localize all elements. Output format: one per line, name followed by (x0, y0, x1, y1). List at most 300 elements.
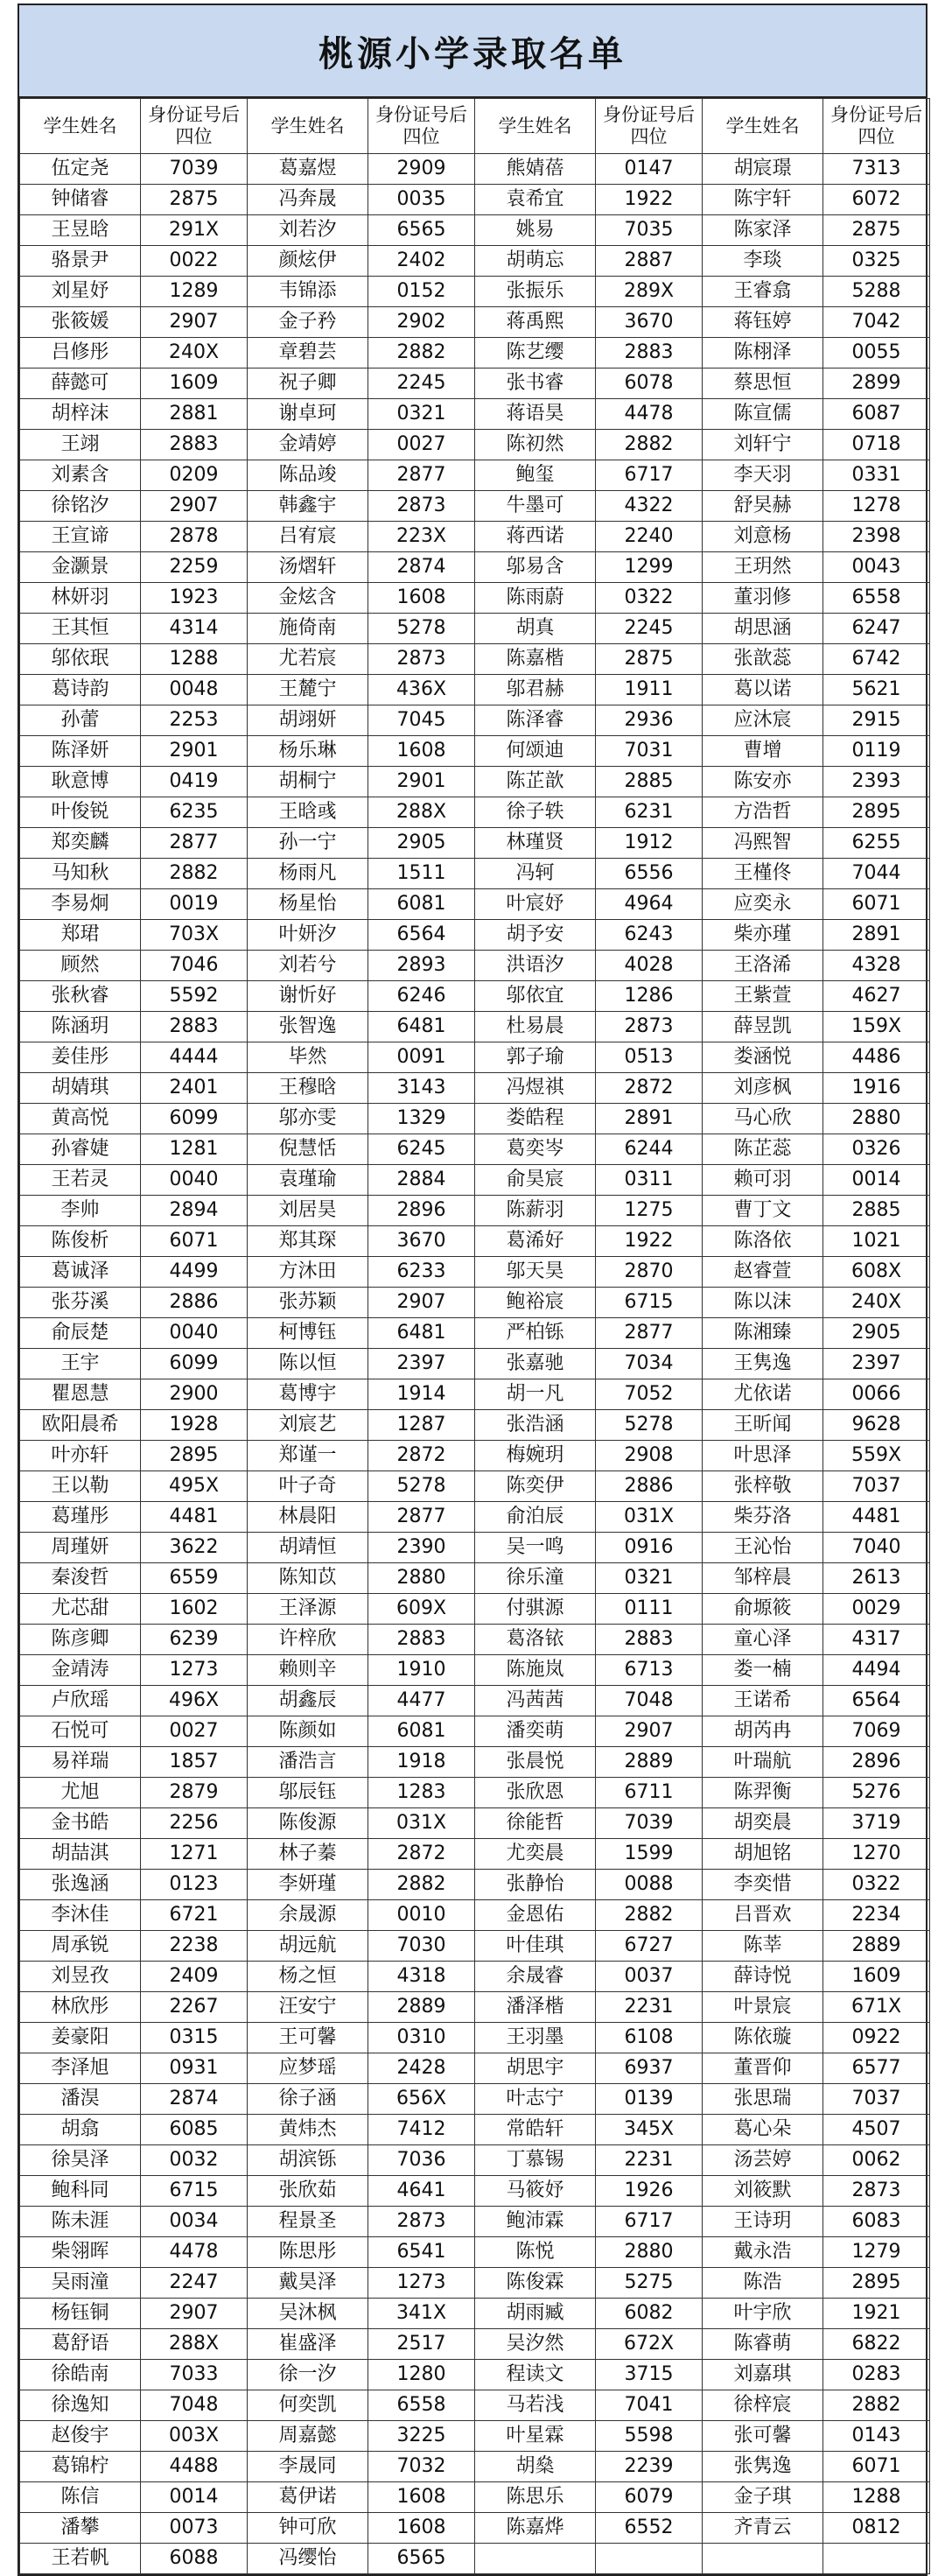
id-last4-cell: 1922 (596, 185, 703, 215)
table-row (20, 1839, 930, 1870)
student-name-cell: 王若帆 (20, 2544, 141, 2574)
student-name-cell: 叶志宁 (475, 2084, 596, 2115)
list-title: 桃源小学录取名单 (19, 5, 926, 98)
student-name-cell: 吴一鸣 (475, 1533, 596, 1563)
student-name-cell: 顾然 (20, 951, 141, 981)
id-last4-cell: 6742 (823, 644, 930, 675)
student-name-cell: 陈悦 (475, 2237, 596, 2268)
id-last4-cell: 0123 (141, 1870, 248, 1900)
student-name-cell: 葛奕岑 (475, 1134, 596, 1165)
id-last4-cell: 0119 (823, 736, 930, 767)
id-last4-cell: 2882 (596, 1900, 703, 1931)
id-last4-cell: 2907 (141, 2299, 248, 2329)
table-row (20, 2207, 930, 2237)
id-last4-cell: 7042 (823, 307, 930, 338)
id-last4-cell: 2883 (596, 338, 703, 369)
table-row (20, 1257, 930, 1288)
id-last4-cell: 2879 (141, 1778, 248, 1808)
student-name-cell: 叶亦轩 (20, 1441, 141, 1471)
student-name-cell: 王翊 (20, 430, 141, 460)
id-last4-cell: 0922 (823, 2023, 930, 2053)
table-row (20, 1962, 930, 1992)
student-name-cell: 李奕惜 (703, 1870, 823, 1900)
id-last4-cell: 2907 (368, 1288, 475, 1318)
student-name-cell: 张歆蕊 (703, 644, 823, 675)
student-name-cell: 胡燊 (475, 2452, 596, 2482)
student-name-cell: 陈以恒 (248, 1349, 368, 1379)
id-last4-cell: 5598 (596, 2421, 703, 2452)
id-last4-cell: 4314 (141, 614, 248, 644)
student-name-cell: 崔盛泽 (248, 2329, 368, 2360)
id-last4-cell: 1275 (596, 1196, 703, 1226)
student-name-cell: 胡远航 (248, 1931, 368, 1962)
student-name-cell: 叶景宸 (703, 1992, 823, 2023)
id-last4-cell: 0322 (596, 583, 703, 614)
id-last4-cell: 2889 (823, 1931, 930, 1962)
id-last4-cell: 2231 (596, 2145, 703, 2176)
student-name-cell: 陈思乐 (475, 2482, 596, 2513)
id-last4-cell: 2872 (596, 1073, 703, 1104)
id-last4-cell: 7039 (596, 1808, 703, 1839)
table-row (20, 522, 930, 552)
table-row (20, 185, 930, 215)
student-name-cell: 金恩佑 (475, 1900, 596, 1931)
table-row (20, 491, 930, 522)
id-last4-cell: 0152 (368, 277, 475, 307)
student-name-cell: 方浩哲 (703, 797, 823, 828)
id-last4-cell: 2428 (368, 2053, 475, 2084)
id-last4-cell: 436X (368, 675, 475, 705)
table-row (20, 1042, 930, 1073)
student-name-cell: 陈施岚 (475, 1655, 596, 1686)
student-name-cell: 叶宸妤 (475, 889, 596, 920)
id-last4-cell: 7036 (368, 2145, 475, 2176)
id-last4-cell: 2875 (596, 644, 703, 675)
id-last4-cell: 6083 (823, 2207, 930, 2237)
table-row (20, 1410, 930, 1441)
id-last4-cell: 2915 (823, 705, 930, 736)
table-row (20, 1870, 930, 1900)
id-last4-cell: 2245 (596, 614, 703, 644)
student-name-cell: 葛心朵 (703, 2115, 823, 2145)
table-row (20, 583, 930, 614)
student-name-cell: 祝子卿 (248, 369, 368, 399)
student-name-cell: 程景圣 (248, 2207, 368, 2237)
student-name-cell: 曹增 (703, 736, 823, 767)
student-name-cell: 葛浠好 (475, 1226, 596, 1257)
table-row (20, 1226, 930, 1257)
student-name-cell: 张秋睿 (20, 981, 141, 1012)
header-id-last4: 身份证号后四位 (141, 99, 248, 154)
student-name-cell: 娄皓程 (475, 1104, 596, 1134)
id-last4-cell: 6243 (596, 920, 703, 951)
id-last4-cell: 2900 (141, 1379, 248, 1410)
header-student-name: 学生姓名 (248, 99, 368, 154)
student-name-cell: 梅婉玥 (475, 1441, 596, 1471)
table-row (20, 154, 930, 185)
id-last4-cell: 2878 (141, 522, 248, 552)
student-name-cell: 汪安宁 (248, 1992, 368, 2023)
student-name-cell: 陈宣儒 (703, 399, 823, 430)
student-name-cell: 秦浚哲 (20, 1563, 141, 1594)
student-name-cell: 金子矜 (248, 307, 368, 338)
id-last4-cell: 3622 (141, 1533, 248, 1563)
student-name-cell: 郑珺 (20, 920, 141, 951)
id-last4-cell: 5288 (823, 277, 930, 307)
student-name-cell: 陈涵玥 (20, 1012, 141, 1042)
student-name-cell: 杜易晨 (475, 1012, 596, 1042)
student-name-cell: 丁慕锡 (475, 2145, 596, 2176)
id-last4-cell: 6072 (823, 185, 930, 215)
student-name-cell: 舒旲赫 (703, 491, 823, 522)
id-last4-cell: 2891 (596, 1104, 703, 1134)
student-name-cell: 颜炫伊 (248, 246, 368, 277)
student-name-cell: 林瑾贤 (475, 828, 596, 859)
id-last4-cell: 0931 (141, 2053, 248, 2084)
table-row (20, 2053, 930, 2084)
id-last4-cell: 2877 (368, 460, 475, 491)
id-last4-cell: 7033 (141, 2360, 248, 2390)
table-row (20, 1288, 930, 1318)
student-name-cell: 吕晋欢 (703, 1900, 823, 1931)
student-name-cell: 郑谨一 (248, 1441, 368, 1471)
student-name-cell: 娄一楠 (703, 1655, 823, 1686)
student-name-cell: 张筱媛 (20, 307, 141, 338)
student-name-cell: 邹梓晨 (703, 1563, 823, 1594)
id-last4-cell: 6245 (368, 1134, 475, 1165)
id-last4-cell: 7041 (596, 2390, 703, 2421)
student-name-cell: 张思瑞 (703, 2084, 823, 2115)
id-last4-cell: 2891 (823, 920, 930, 951)
table-row (20, 246, 930, 277)
student-name-cell: 刘彦枫 (703, 1073, 823, 1104)
student-name-cell: 刘轩宁 (703, 430, 823, 460)
student-name-cell: 钟储睿 (20, 185, 141, 215)
id-last4-cell: 6231 (596, 797, 703, 828)
student-name-cell: 应梦瑶 (248, 2053, 368, 2084)
student-name-cell: 王晗彧 (248, 797, 368, 828)
student-name-cell: 徐昊泽 (20, 2145, 141, 2176)
id-last4-cell: 3719 (823, 1808, 930, 1839)
student-name-cell: 马筱妤 (475, 2176, 596, 2207)
student-name-cell: 陈信 (20, 2482, 141, 2513)
student-name-cell: 鲍沛霖 (475, 2207, 596, 2237)
student-name-cell: 戴永浩 (703, 2237, 823, 2268)
student-name-cell: 胡思涵 (703, 614, 823, 644)
student-name-cell: 常皓轩 (475, 2115, 596, 2145)
table-row (20, 797, 930, 828)
table-row (20, 2513, 930, 2544)
student-name-cell: 程读文 (475, 2360, 596, 2390)
table-row (20, 430, 930, 460)
id-last4-cell: 0088 (596, 1870, 703, 1900)
student-name-cell: 蔡思恒 (703, 369, 823, 399)
student-name-cell: 欧阳晨希 (20, 1410, 141, 1441)
id-last4-cell: 0321 (368, 399, 475, 430)
student-name-cell: 吴雨潼 (20, 2268, 141, 2299)
student-name-cell: 黄高悦 (20, 1104, 141, 1134)
student-name-cell: 刘筱默 (703, 2176, 823, 2207)
id-last4-cell: 2877 (368, 1502, 475, 1533)
id-last4-cell: 6717 (596, 460, 703, 491)
id-last4-cell: 0812 (823, 2513, 930, 2544)
id-last4-cell: 2874 (141, 2084, 248, 2115)
id-last4-cell: 2885 (823, 1196, 930, 1226)
id-last4-cell: 2247 (141, 2268, 248, 2299)
student-name-cell: 赵睿萱 (703, 1257, 823, 1288)
student-name-cell: 刘宸艺 (248, 1410, 368, 1441)
student-name-cell: 毕然 (248, 1042, 368, 1073)
id-last4-cell: 6239 (141, 1625, 248, 1655)
id-last4-cell: 1608 (368, 2513, 475, 2544)
id-last4-cell: 2893 (368, 951, 475, 981)
student-name-cell: 周承锐 (20, 1931, 141, 1962)
student-name-cell: 王昕闻 (703, 1410, 823, 1441)
table-row (20, 2299, 930, 2329)
student-name-cell: 张振乐 (475, 277, 596, 307)
id-last4-cell: 6711 (596, 1778, 703, 1808)
id-last4-cell: 2907 (141, 491, 248, 522)
id-last4-cell: 1599 (596, 1839, 703, 1870)
id-last4-cell: 1918 (368, 1747, 475, 1778)
id-last4-cell: 1283 (368, 1778, 475, 1808)
student-name-cell: 金书皓 (20, 1808, 141, 1839)
id-last4-cell: 6564 (368, 920, 475, 951)
student-name-cell: 张浩涵 (475, 1410, 596, 1441)
id-last4-cell: 2901 (368, 767, 475, 797)
student-name-cell: 陈嘉烨 (475, 2513, 596, 2544)
id-last4-cell: 6079 (596, 2482, 703, 2513)
id-last4-cell: 1923 (141, 583, 248, 614)
id-last4-cell: 6071 (141, 1226, 248, 1257)
student-name-cell: 葛舒语 (20, 2329, 141, 2360)
student-name-cell: 俞泊辰 (475, 1502, 596, 1533)
student-name-cell: 陈未涯 (20, 2207, 141, 2237)
student-name-cell: 陈以沫 (703, 1288, 823, 1318)
student-name-cell: 柴芬洛 (703, 1502, 823, 1533)
id-last4-cell: 7052 (596, 1379, 703, 1410)
id-last4-cell: 5278 (596, 1410, 703, 1441)
student-name-cell: 徐能哲 (475, 1808, 596, 1839)
student-name-cell: 王宇 (20, 1349, 141, 1379)
student-name-cell: 陈宇轩 (703, 185, 823, 215)
student-name-cell: 尤依诺 (703, 1379, 823, 1410)
id-last4-cell: 2881 (141, 399, 248, 430)
student-name-cell: 陈莘 (703, 1931, 823, 1962)
id-last4-cell: 6937 (596, 2053, 703, 2084)
student-name-cell: 赵俊宇 (20, 2421, 141, 2452)
table-row (20, 736, 930, 767)
id-last4-cell: 2907 (596, 1716, 703, 1747)
id-last4-cell: 6071 (823, 2452, 930, 2482)
id-last4-cell: 6713 (596, 1655, 703, 1686)
id-last4-cell: 7032 (368, 2452, 475, 2482)
id-last4-cell: 1511 (368, 859, 475, 889)
id-last4-cell: 2253 (141, 705, 248, 736)
student-name-cell: 郑奕麟 (20, 828, 141, 859)
student-name-cell: 叶子奇 (248, 1471, 368, 1502)
student-name-cell: 杨乐琳 (248, 736, 368, 767)
id-last4-cell: 1609 (141, 369, 248, 399)
id-last4-cell: 2894 (141, 1196, 248, 1226)
table-row (20, 2145, 930, 2176)
student-name-cell: 葛博宇 (248, 1379, 368, 1410)
student-name-cell: 张欣茹 (248, 2176, 368, 2207)
id-last4-cell: 4627 (823, 981, 930, 1012)
student-name-cell: 应奕永 (703, 889, 823, 920)
student-name-cell: 谢卓珂 (248, 399, 368, 430)
table-row (20, 2176, 930, 2207)
student-name-cell: 易祥瑞 (20, 1747, 141, 1778)
student-name-cell: 刘居昊 (248, 1196, 368, 1226)
student-name-cell: 陈洛依 (703, 1226, 823, 1257)
id-last4-cell: 1271 (141, 1839, 248, 1870)
id-last4-cell: 288X (368, 797, 475, 828)
id-last4-cell: 2872 (368, 1839, 475, 1870)
table-row (20, 614, 930, 644)
student-name-cell: 叶宇欣 (703, 2299, 823, 2329)
id-last4-cell: 6558 (368, 2390, 475, 2421)
student-name-cell (475, 2544, 596, 2574)
id-last4-cell: 2895 (823, 797, 930, 828)
id-last4-cell: 6552 (596, 2513, 703, 2544)
id-last4-cell: 2883 (368, 1625, 475, 1655)
id-last4-cell: 1278 (823, 491, 930, 522)
student-name-cell: 陈雨蔚 (475, 583, 596, 614)
id-last4-cell: 2401 (141, 1073, 248, 1104)
id-last4-cell: 1609 (823, 1962, 930, 1992)
student-name-cell: 陈薪羽 (475, 1196, 596, 1226)
student-name-cell: 薛懿可 (20, 369, 141, 399)
id-last4-cell: 7031 (596, 736, 703, 767)
student-name-cell: 李妍瑾 (248, 1870, 368, 1900)
id-last4-cell: 6715 (141, 2176, 248, 2207)
id-last4-cell: 0037 (596, 1962, 703, 1992)
id-last4-cell: 1329 (368, 1104, 475, 1134)
student-name-cell: 鲍裕宸 (475, 1288, 596, 1318)
student-name-cell: 李易炯 (20, 889, 141, 920)
student-name-cell: 马若浅 (475, 2390, 596, 2421)
id-last4-cell: 6088 (141, 2544, 248, 2574)
id-last4-cell: 2393 (823, 767, 930, 797)
header-id-last4: 身份证号后四位 (823, 99, 930, 154)
id-last4-cell: 6078 (596, 369, 703, 399)
id-last4-cell: 0315 (141, 2023, 248, 2053)
table-row (20, 828, 930, 859)
table-row (20, 889, 930, 920)
id-last4-cell: 2239 (596, 2452, 703, 2482)
student-name-cell: 葛诚泽 (20, 1257, 141, 1288)
id-last4-cell: 6556 (596, 859, 703, 889)
id-last4-cell: 2880 (596, 2237, 703, 2268)
table-row (20, 2452, 930, 2482)
student-name-cell: 胡芮冉 (703, 1716, 823, 1747)
id-last4-cell: 1928 (141, 1410, 248, 1441)
student-name-cell: 蒋西诺 (475, 522, 596, 552)
id-last4-cell: 2398 (823, 522, 930, 552)
table-row (20, 369, 930, 399)
id-last4-cell: 6071 (823, 889, 930, 920)
id-last4-cell: 0062 (823, 2145, 930, 2176)
id-last4-cell: 031X (596, 1502, 703, 1533)
id-last4-cell: 2882 (141, 859, 248, 889)
student-name-cell: 何颂迪 (475, 736, 596, 767)
id-last4-cell: 0321 (596, 1563, 703, 1594)
student-name-cell: 柯博钰 (248, 1318, 368, 1349)
table-row (20, 1134, 930, 1165)
id-last4-cell: 2238 (141, 1931, 248, 1962)
id-last4-cell: 0139 (596, 2084, 703, 2115)
id-last4-cell: 6541 (368, 2237, 475, 2268)
id-last4-cell: 6558 (823, 583, 930, 614)
id-last4-cell: 656X (368, 2084, 475, 2115)
student-name-cell: 潘泽楷 (475, 1992, 596, 2023)
id-last4-cell: 6108 (596, 2023, 703, 2053)
id-last4-cell: 2390 (368, 1533, 475, 1563)
table-row (20, 2482, 930, 2513)
table-row (20, 705, 930, 736)
student-name-cell: 王若灵 (20, 1165, 141, 1196)
student-name-cell: 郑其琛 (248, 1226, 368, 1257)
id-last4-cell: 6246 (368, 981, 475, 1012)
student-name-cell: 吕宥宸 (248, 522, 368, 552)
table-row (20, 920, 930, 951)
id-last4-cell: 7048 (596, 1686, 703, 1716)
student-name-cell: 胡一凡 (475, 1379, 596, 1410)
student-name-cell: 胡梓沫 (20, 399, 141, 430)
id-last4-cell: 7037 (823, 2084, 930, 2115)
student-name-cell: 王玥然 (703, 552, 823, 583)
id-last4-cell: 2936 (596, 705, 703, 736)
student-name-cell: 李天羽 (703, 460, 823, 491)
id-last4-cell: 1910 (368, 1655, 475, 1686)
student-name-cell: 石悦可 (20, 1716, 141, 1747)
table-row (20, 1778, 930, 1808)
table-row (20, 1625, 930, 1655)
id-last4-cell: 6559 (141, 1563, 248, 1594)
table-row (20, 307, 930, 338)
id-last4-cell: 0209 (141, 460, 248, 491)
student-name-cell: 李泽旭 (20, 2053, 141, 2084)
table-row (20, 767, 930, 797)
student-name-cell: 韦锦添 (248, 277, 368, 307)
table-row (20, 2023, 930, 2053)
id-last4-cell: 2908 (596, 1441, 703, 1471)
id-last4-cell: 291X (141, 215, 248, 246)
id-last4-cell: 2875 (141, 185, 248, 215)
student-name-cell: 邬天昊 (475, 1257, 596, 1288)
table-row (20, 1716, 930, 1747)
id-last4-cell: 1270 (823, 1839, 930, 1870)
table-row (20, 1318, 930, 1349)
id-last4-cell: 0022 (141, 246, 248, 277)
student-name-cell: 潘攀 (20, 2513, 141, 2544)
id-last4-cell: 1921 (823, 2299, 930, 2329)
student-name-cell: 徐铭汐 (20, 491, 141, 522)
id-last4-cell: 0066 (823, 1379, 930, 1410)
id-last4-cell: 4444 (141, 1042, 248, 1073)
id-last4-cell: 223X (368, 522, 475, 552)
id-last4-cell: 0027 (141, 1716, 248, 1747)
id-last4-cell: 0419 (141, 767, 248, 797)
student-name-cell: 韩鑫宇 (248, 491, 368, 522)
student-name-cell: 王昱晗 (20, 215, 141, 246)
student-name-cell: 王泽源 (248, 1594, 368, 1625)
student-name-cell: 徐皓南 (20, 2360, 141, 2390)
student-name-cell: 潘浩言 (248, 1747, 368, 1778)
student-name-cell: 洪语汐 (475, 951, 596, 981)
id-last4-cell: 5621 (823, 675, 930, 705)
